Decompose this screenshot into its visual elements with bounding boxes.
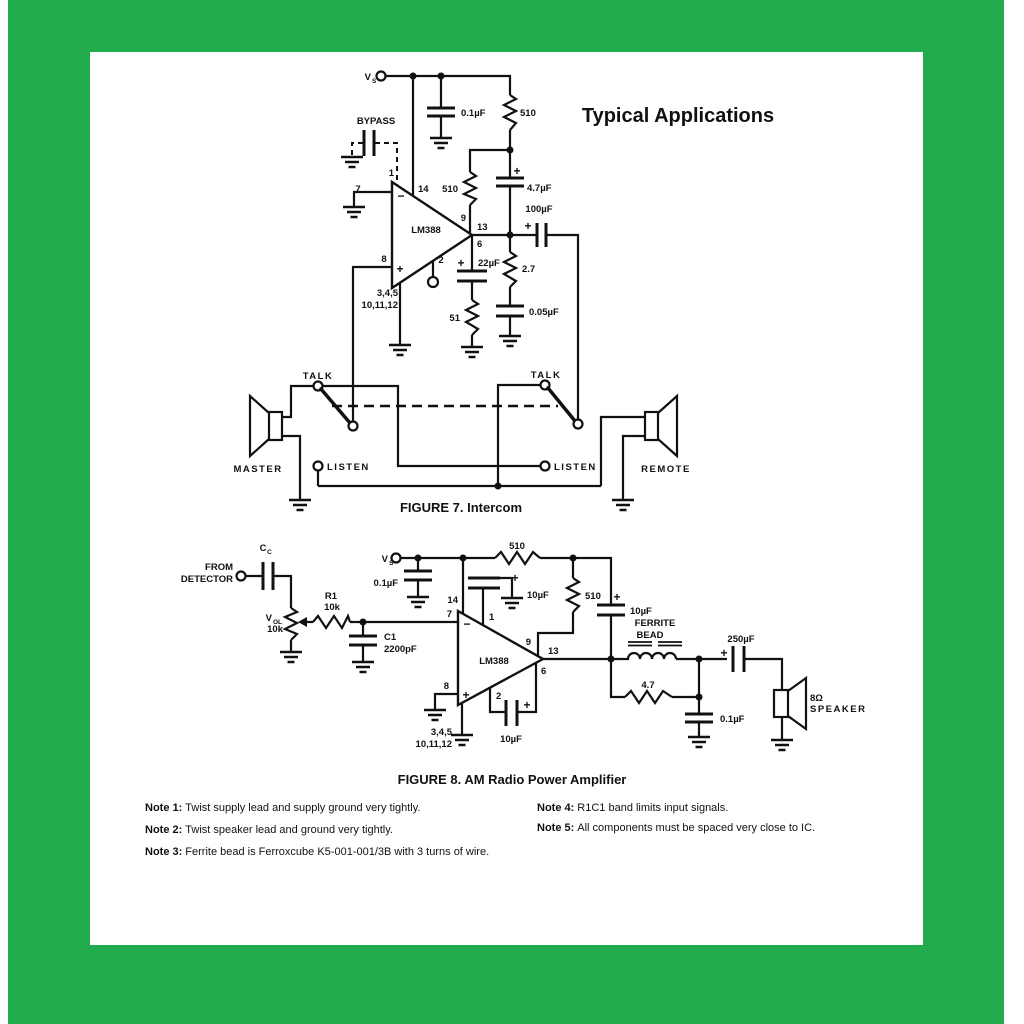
talk-label: TALK: [302, 371, 334, 382]
vs-label: V: [381, 554, 388, 565]
page-title: Typical Applications: [581, 105, 775, 127]
terminal-icon: [428, 277, 438, 287]
junction-dot: [415, 555, 422, 562]
plus-sign: +: [524, 219, 532, 233]
r1-value: 10k: [324, 602, 340, 613]
fig8-zobel-network: [625, 680, 745, 747]
speaker-impedance-label: 8Ω: [810, 693, 823, 704]
junction-dot: [360, 619, 367, 626]
junction-dot: [460, 555, 467, 562]
pins-345-label: 3,4,5: [376, 288, 398, 299]
fig8-feedback-capacitor: [500, 698, 530, 745]
vol-sub: OL: [273, 619, 283, 626]
detector-label: DETECTOR: [180, 574, 233, 585]
ground-icon: [430, 138, 452, 148]
fig8-opamp-lm388: [416, 595, 559, 750]
plus-sign: +: [613, 590, 621, 604]
terminal-icon: [349, 422, 358, 431]
ic-label: LM388: [479, 656, 509, 667]
fig7-47uF-capacitor: [496, 147, 552, 195]
ground-icon: [389, 345, 411, 355]
c-fb-label: 10µF: [500, 734, 522, 745]
ground-icon: [771, 740, 793, 750]
fig7-vs-terminal: [365, 72, 445, 86]
fig7-supply-capacitor: [427, 108, 486, 148]
ferrite-label: FERRITE: [634, 618, 676, 629]
vol-label: V: [265, 613, 272, 624]
figure7-intercom: [233, 72, 690, 516]
r51-label: 51: [449, 313, 460, 324]
bypass-label: BYPASS: [356, 116, 396, 127]
fig7-talk-switch-right: [531, 370, 583, 429]
ground-icon: [289, 500, 311, 510]
r510-boost-label: 510: [585, 591, 601, 602]
speaker-label: SPEAKER: [810, 704, 867, 715]
figure8-am-radio-amplifier: [181, 541, 867, 787]
fig8-ferrite-bead: [608, 618, 703, 663]
pin13-label: 13: [548, 646, 559, 657]
pins-345-label: 3,4,5: [430, 727, 452, 738]
plus-sign: +: [457, 256, 465, 270]
fig8-boost-capacitor: [597, 590, 652, 617]
listen-label: LISTEN: [554, 462, 597, 473]
c1-label: C1: [384, 632, 397, 643]
terminal-icon: [314, 462, 323, 471]
pins-101112-label: 10,11,12: [415, 739, 452, 750]
from-label: FROM: [205, 562, 233, 573]
ground-icon: [424, 710, 446, 720]
ground-icon: [407, 597, 429, 607]
cc-label: C: [259, 543, 267, 554]
fig8-volume-pot: [266, 608, 307, 662]
junction-dot: [507, 232, 514, 239]
pin6-label: 6: [477, 239, 483, 250]
c005-label: 0.05µF: [529, 307, 559, 318]
plus-sign: +: [523, 698, 531, 712]
vs-label: V: [364, 72, 371, 83]
pin13-label: 13: [477, 222, 488, 233]
fig7-wires: [282, 76, 645, 500]
pin6-label: 6: [541, 666, 547, 677]
plus-sign: +: [720, 646, 728, 660]
r27-label: 2.7: [522, 264, 536, 275]
c47-label: 4.7µF: [527, 183, 552, 194]
figure7-caption: FIGURE 7. Intercom: [399, 500, 523, 515]
ground-icon: [343, 207, 365, 217]
c-zobel-label: 0.1µF: [720, 714, 745, 725]
plus-sign: +: [462, 688, 470, 702]
bead-label: BEAD: [636, 630, 664, 641]
ground-icon: [499, 336, 521, 346]
plus-sign: +: [513, 164, 521, 178]
r1-label: R1: [324, 591, 338, 602]
pin7-label: 7: [355, 184, 361, 195]
listen-label: LISTEN: [327, 462, 370, 473]
terminal-icon: [377, 72, 386, 81]
terminal-icon: [237, 572, 246, 581]
note-5: Note 5: All components must be spaced very close to IC.: [537, 822, 816, 834]
c1-value: 2200pF: [384, 644, 417, 655]
talk-label: TALK: [530, 370, 562, 381]
master-label: MASTER: [233, 464, 283, 475]
fig8-output-capacitor: [720, 634, 754, 672]
pins-101112-label: 10,11,12: [361, 300, 398, 311]
pin1-label: 1: [489, 612, 495, 623]
ground-icon: [451, 735, 473, 745]
vs-sub: S: [389, 560, 394, 567]
pin8-label: 8: [381, 254, 387, 265]
junction-dot: [495, 483, 502, 490]
vol-value: 10k: [267, 624, 283, 635]
minus-sign: −: [463, 617, 471, 631]
junction-dot: [507, 147, 514, 154]
ground-icon: [612, 500, 634, 510]
fig8-resistor-510-top: [495, 541, 540, 564]
c-gain-label: 10µF: [527, 590, 549, 601]
c100-label: 100µF: [525, 204, 553, 215]
pin2-label: 2: [438, 255, 444, 266]
c22-label: 22µF: [478, 258, 500, 269]
c-supply-label: 0.1µF: [461, 108, 486, 119]
ground-icon: [688, 737, 710, 747]
pin14-label: 14: [447, 595, 458, 606]
junction-dot: [438, 73, 445, 80]
fig8-detector-input: [181, 543, 273, 590]
junction-dot: [696, 656, 703, 663]
fig8-speaker: [771, 678, 866, 750]
r-zobel-label: 4.7: [641, 680, 655, 691]
pin14-label: 14: [418, 184, 429, 195]
fig8-resistor-510-boost: [567, 578, 601, 612]
r510-fb-label: 510: [442, 184, 458, 195]
terminal-icon: [541, 462, 550, 471]
fig8-vs-terminal: [382, 554, 577, 568]
ground-icon: [280, 652, 302, 662]
r510-top-label: 510: [520, 108, 536, 119]
figure8-caption: FIGURE 8. AM Radio Power Amplifier: [397, 772, 627, 787]
remote-label: REMOTE: [641, 464, 691, 475]
pin9-label: 9: [460, 213, 466, 224]
plus-sign: +: [396, 262, 404, 276]
ground-icon: [341, 157, 363, 167]
ic-label: LM388: [411, 225, 441, 236]
fig8-gain-capacitor: [468, 571, 549, 608]
fig7-resistor-510-top: [504, 95, 536, 130]
fig8-c1: [349, 619, 417, 673]
fig8-r1: [313, 591, 350, 628]
ground-icon: [501, 598, 523, 608]
fig7-resistor-510-feedback: [442, 172, 476, 205]
fig7-talk-switch-left: [303, 371, 358, 431]
terminal-icon: [574, 420, 583, 429]
fig8-supply-capacitor: [374, 571, 432, 607]
junction-dot: [570, 555, 577, 562]
pin9-label: 9: [525, 637, 531, 648]
junction-dot: [696, 694, 703, 701]
junction-dot: [410, 73, 417, 80]
fig7-bypass-capacitor: [341, 116, 397, 186]
fig7-100uF-capacitor: [507, 204, 553, 247]
pin2-label: 2: [496, 691, 502, 702]
c-boost-label: 10µF: [630, 606, 652, 617]
fig7-gain-network: [449, 256, 500, 357]
pin8-label: 8: [443, 681, 449, 692]
note-4: Note 4: R1C1 band limits input signals.: [537, 802, 729, 814]
fig7-zobel-network: [496, 252, 559, 346]
wiper-arrow-icon: [298, 617, 307, 627]
c-out-label: 250µF: [727, 634, 755, 645]
minus-sign: −: [397, 189, 405, 203]
note-2: Note 2: Twist speaker lead and ground very tightly.: [145, 824, 393, 836]
ground-icon: [461, 347, 483, 357]
cc-sub: C: [267, 549, 272, 556]
fig7-opamp-lm388: [343, 182, 488, 355]
pin7-label: 7: [446, 609, 452, 620]
pin1-label: 1: [388, 168, 394, 179]
note-3: Note 3: Ferrite bead is Ferroxcube K5-001-001/3B with 3 turns of wire.: [145, 846, 490, 858]
note-1: Note 1: Twist supply lead and supply ground very tightly.: [145, 802, 421, 814]
vs-sub: S: [372, 78, 377, 85]
c-supply-label: 0.1µF: [373, 578, 398, 589]
ground-icon: [352, 662, 374, 672]
r510-top-label: 510: [509, 541, 525, 552]
plus-sign: +: [511, 571, 519, 585]
